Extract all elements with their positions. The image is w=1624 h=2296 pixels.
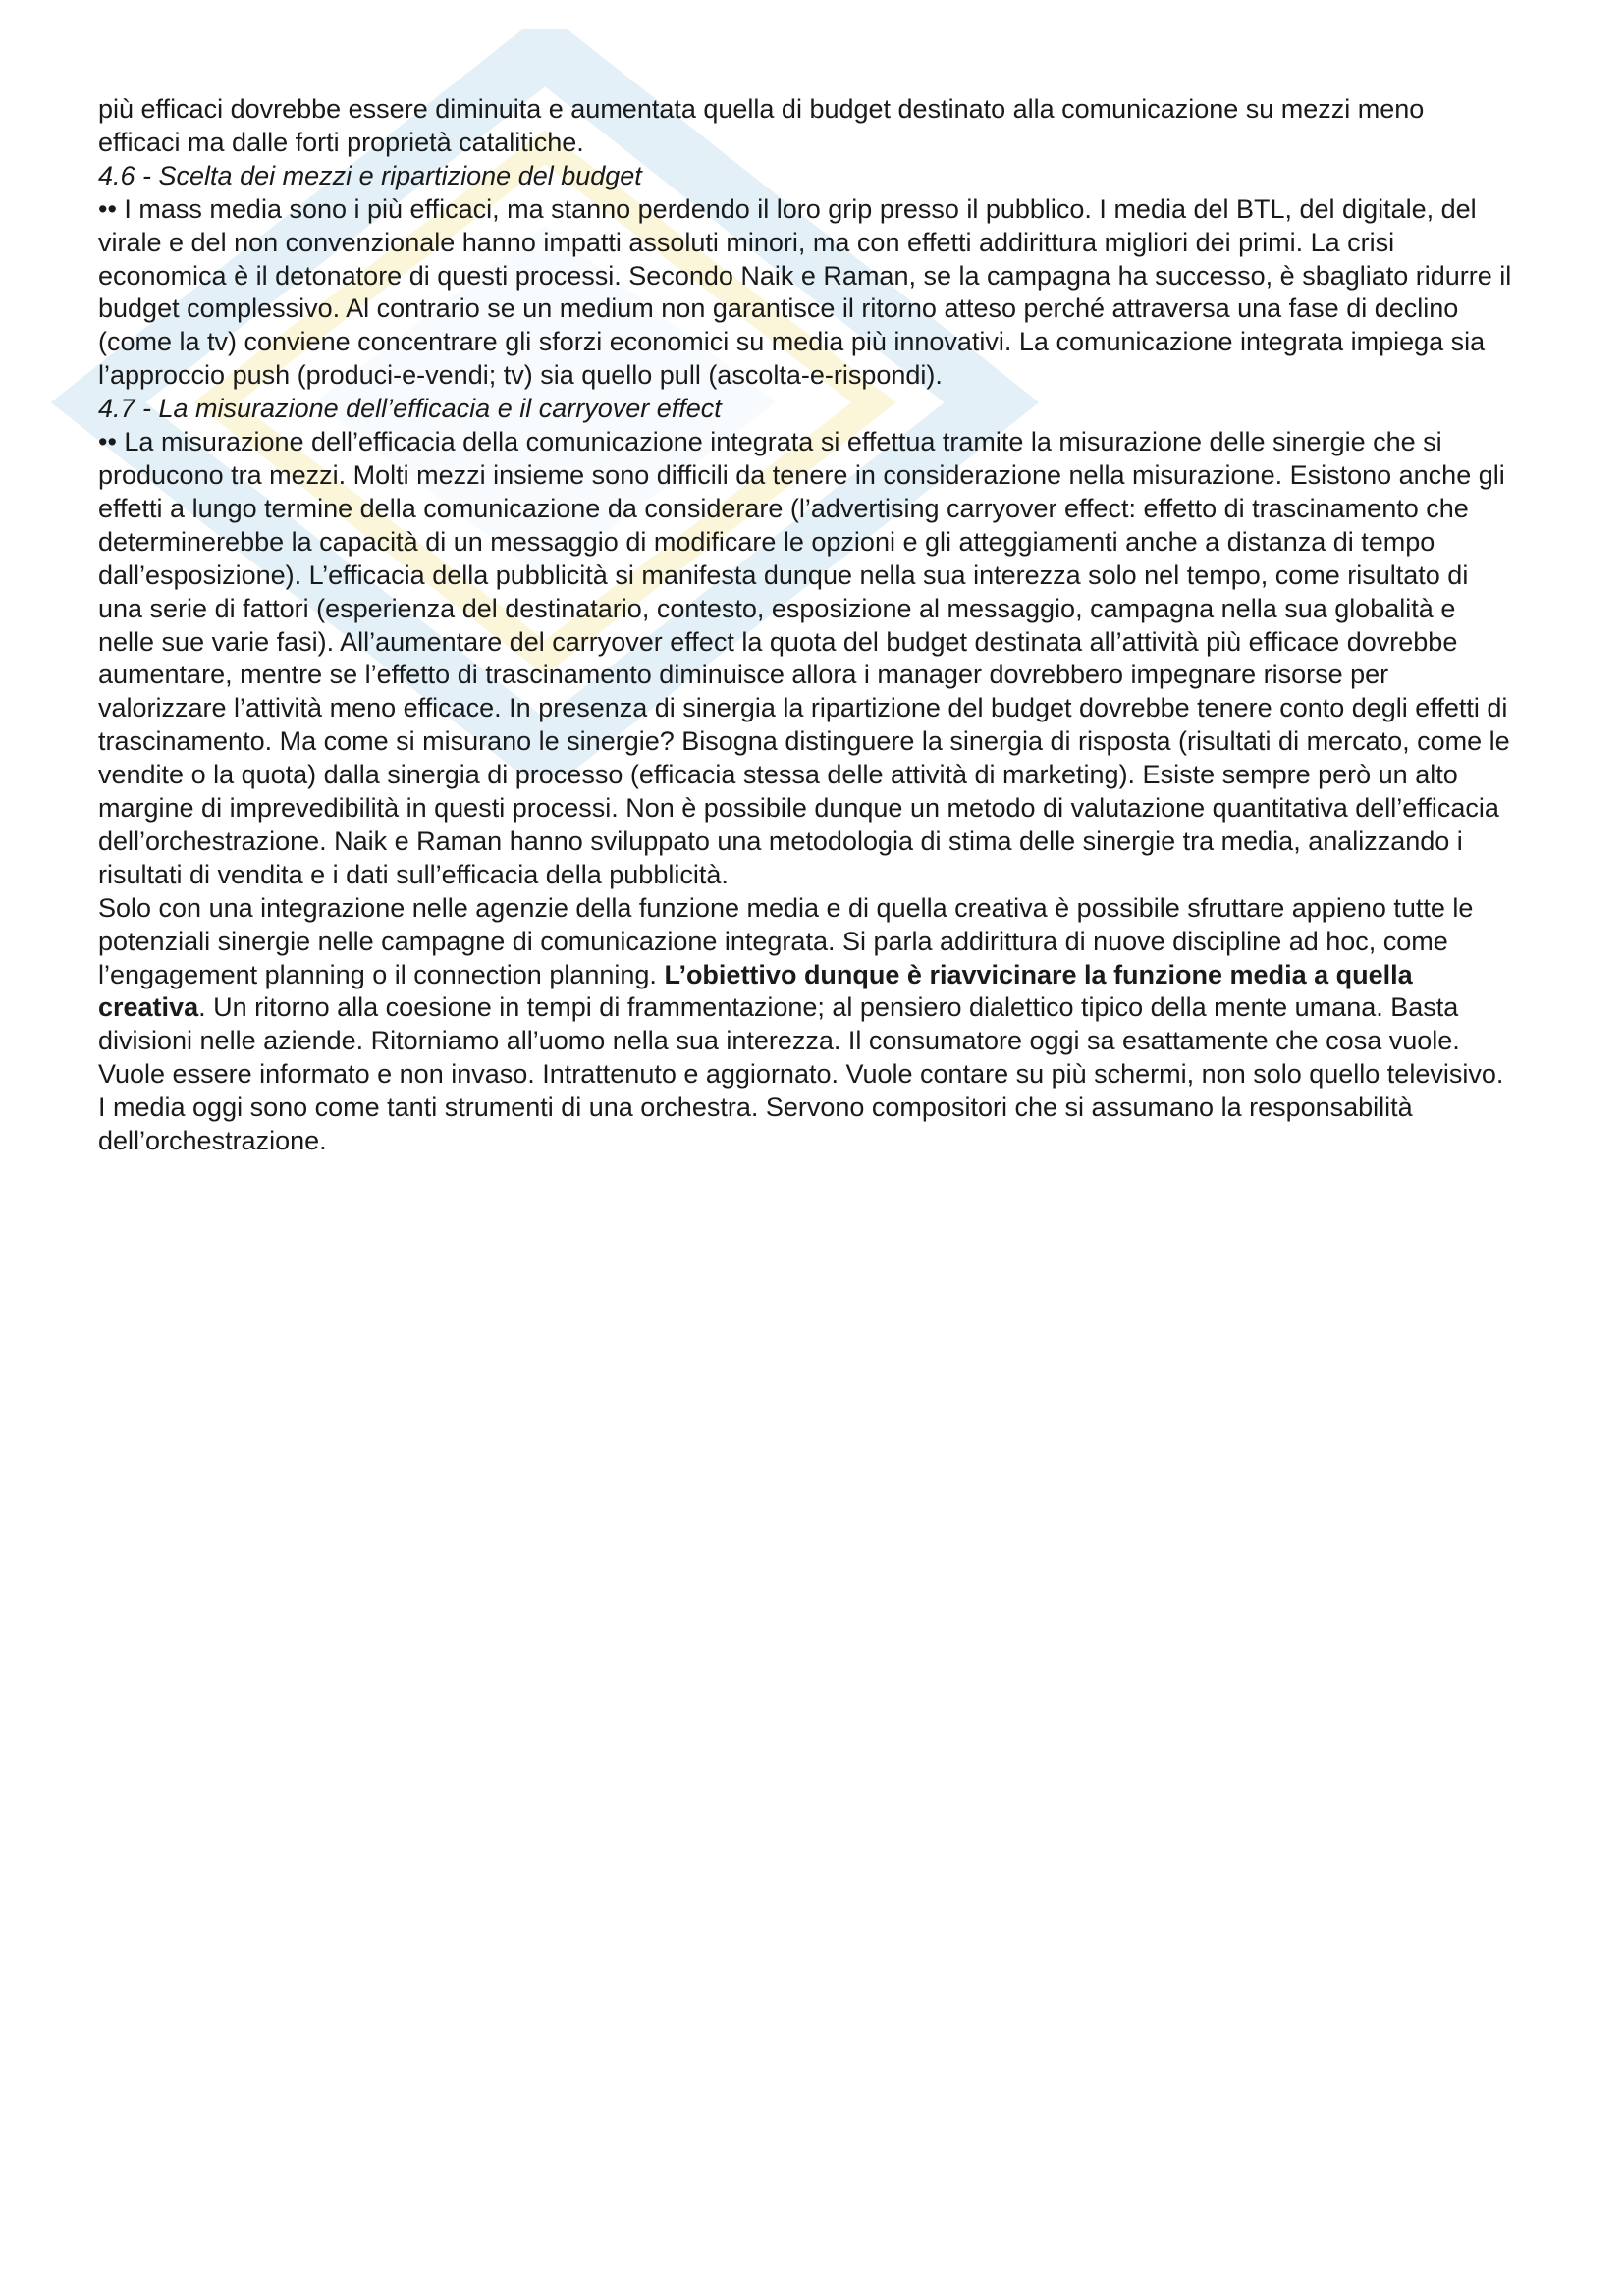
closing-text-end: . Un ritorno alla coesione in tempi di frammentazione; al pensiero dialettico tipico della mente umana. Basta divisioni nelle aziende. Ritorniamo all’uomo nella sua interezza. Il consumatore oggi sa esattamente che cosa vuole. Vuole essere informato e non invaso. Intrattenuto e aggiornato. Vuole contare su più schermi, non solo quello televisivo. I media oggi sono come tanti strumenti di una orchestra. Servono compositori che si assumano la responsabilità dell’orchestrazione.: [98, 992, 1504, 1156]
closing-paragraph: [98, 892, 1512, 1158]
closing-bold-statement: L’obiettivo dunque è riavvicinare la funzione media a quella creativa: [98, 959, 1413, 1023]
section-heading-4-6: 4.6 - Scelta dei mezzi e ripartizione del budget: [98, 160, 642, 190]
section-heading-4-7: 4.7 - La misurazione dell’efficacia e il carryover effect: [98, 394, 722, 424]
continuation-paragraph: più efficaci dovrebbe essere diminuita e aumentata quella di budget destinato alla comunicazione su mezzi meno efficaci ma dalle forti proprietà catalitiche.: [98, 94, 1425, 157]
section-body-4-6: •• I mass media sono i più efficaci, ma stanno perdendo il loro grip presso il pubblico. I media del BTL, del digitale, del virale e del non convenzionale hanno impatti assoluti minori, ma con effetti addirittura migliori dei primi. La crisi economica è il detonatore di questi processi. Secondo Naik e Raman, se la campagna ha successo, è sbagliato ridurre il budget complessivo. Al contrario se un medium non garantisce il ritorno atteso perché attraversa una fase di declino (come la tv) conviene concentrare gli sforzi economici su media più innovativi. La comunicazione integrata impiega sia l’approccio push (produci-e-vendi; tv) sia quello pull (ascolta-e-rispondi).: [98, 193, 1512, 391]
closing-text-start: Solo con una integrazione nelle agenzie della funzione media e di quella creativa è possibile sfruttare appieno tutte le potenziali sinergie nelle campagne di comunicazione integrata. Si parla addirittura di nuove discipline ad hoc, come l’engagement planning o il connection planning.: [98, 892, 1474, 989]
section-body-4-7: •• La misurazione dell’efficacia della comunicazione integrata si effettua tramite la misurazione delle sinergie che si producono tra mezzi. Molti mezzi insieme sono difficili da tenere in considerazione nella misurazione. Esistono anche gli effetti a lungo termine della comunicazione da considerare (l’advertising carryover effect: effetto di trascinamento che determinerebbe la capacità di un messaggio di modificare le opzioni e gli atteggiamenti anche a distanza di tempo dall’esposizione). L’efficacia della pubblicità si manifesta dunque nella sua interezza solo nel tempo, come risultato di una serie di fattori (esperienza del destinatario, contesto, esposizione al messaggio, campagna nella sua globalità e nelle sue varie fasi). All’aumentare del carryover effect la quota del budget destinata all’attività più efficace dovrebbe aumentare, mentre se l’effetto di trascinamento diminuisce allora i manager dovrebbero impegnare risorse per valorizzare l’attività meno efficace. In presenza di sinergia la ripartizione del budget dovrebbe tenere conto degli effetti di trascinamento. Ma come si misurano le sinergie? Bisogna distinguere la sinergia di risposta (risultati di mercato, come le vendite o la quota) dalla sinergia di processo (efficacia stessa delle attività di marketing). Esiste sempre però un alto margine di imprevedibilità in questi processi. Non è possibile dunque un metodo di valutazione quantitativa dell’efficacia dell’orchestrazione. Naik e Raman hanno sviluppato una metodologia di stima delle sinergie tra media, analizzando i risultati di vendita e i dati sull’efficacia della pubblicità.: [98, 427, 1510, 889]
document-page: [98, 93, 1512, 1158]
